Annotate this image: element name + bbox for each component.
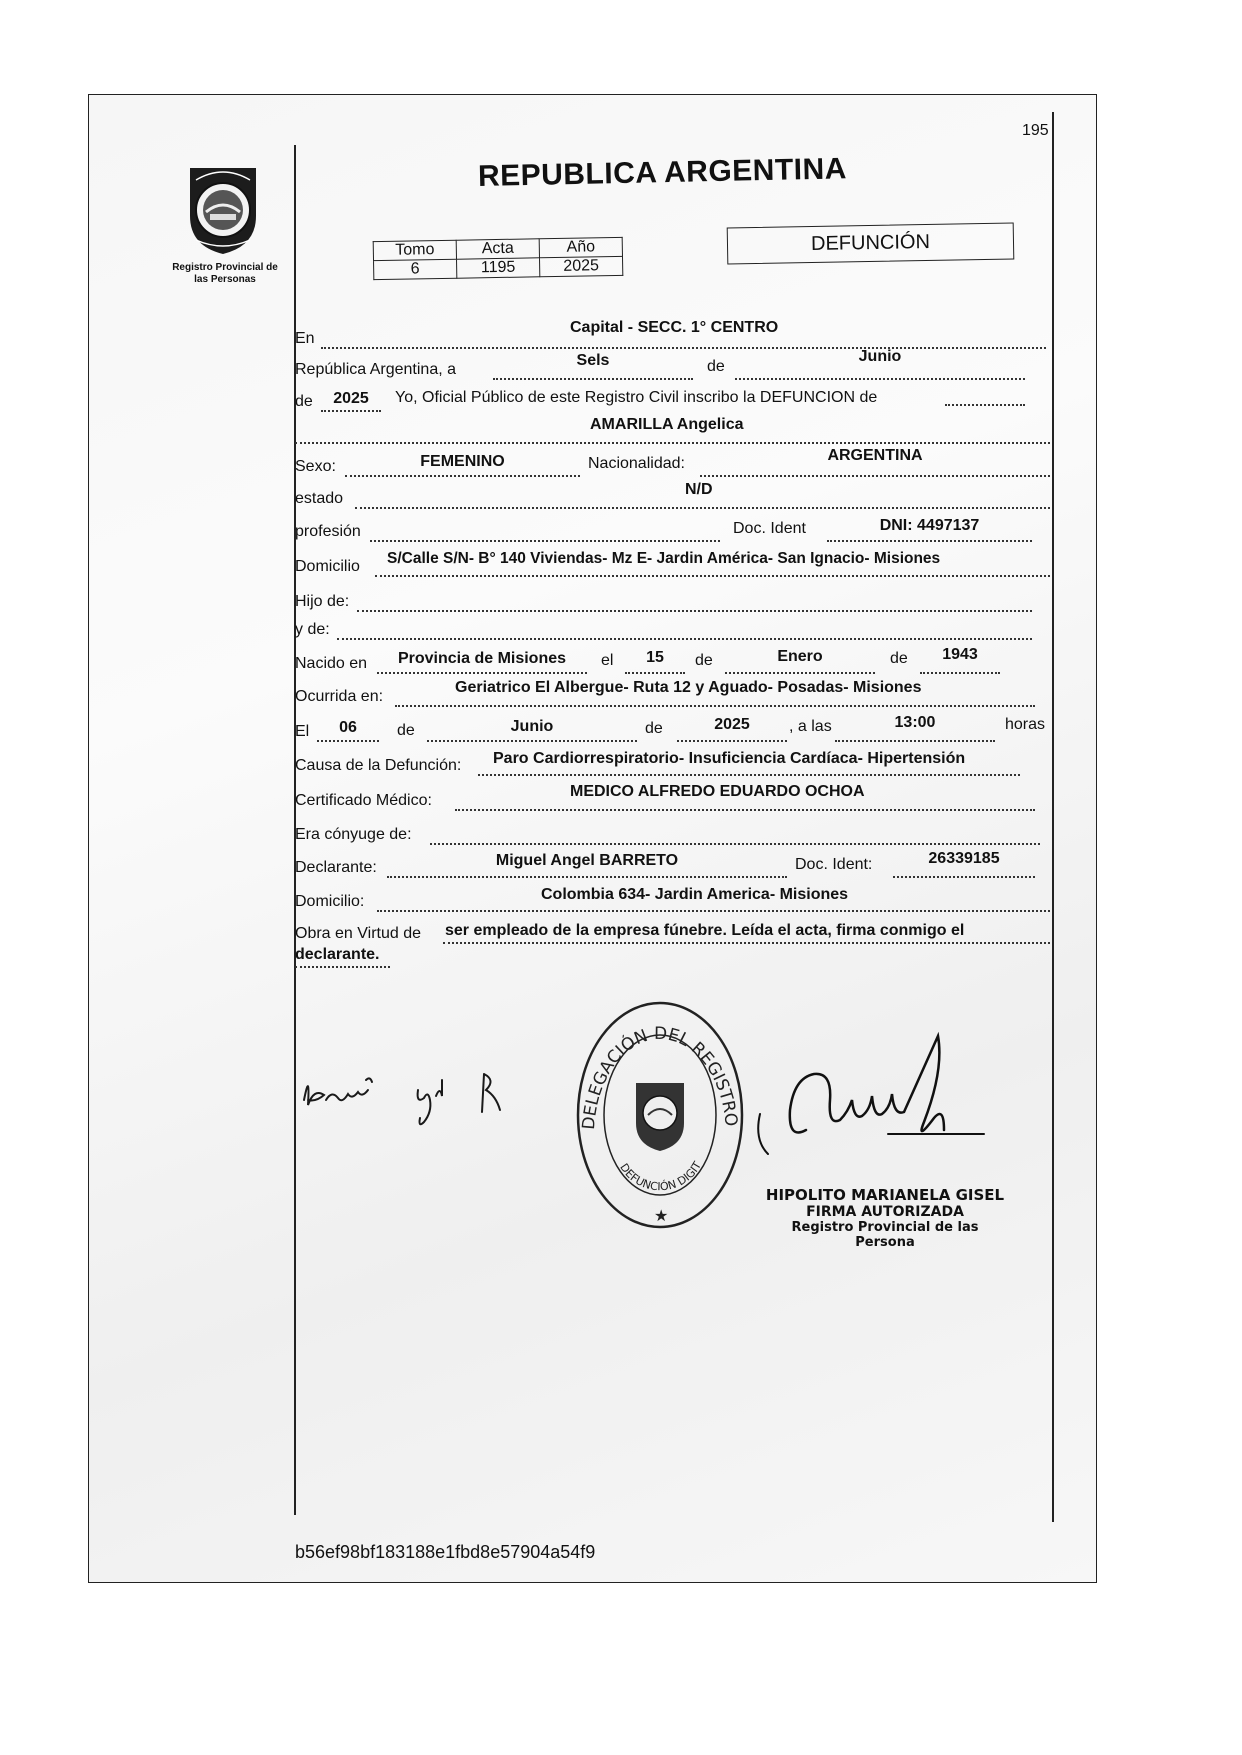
row-domicilio2	[295, 886, 1050, 912]
row-domicilio	[295, 550, 1050, 577]
row-sexo	[295, 447, 1050, 477]
row-nacido	[295, 646, 1050, 674]
death-day: 06	[339, 719, 357, 736]
row-year	[295, 390, 1050, 412]
official-signature	[748, 1030, 998, 1195]
conyuge-line	[430, 823, 1040, 845]
document-hash: b56ef98bf183188e1fbd8e57904a54f9	[295, 1542, 596, 1562]
signature-block	[760, 1186, 1010, 1250]
birth-month: Enero	[777, 648, 823, 665]
registry-stamp	[570, 995, 750, 1240]
ano-header: Año	[539, 237, 622, 257]
doc-label: Doc. Ident	[733, 520, 806, 537]
reference-table	[373, 237, 624, 280]
doc-value: DNI: 4497137	[879, 517, 980, 534]
row-obra	[295, 922, 1050, 944]
en-label: En	[295, 330, 315, 347]
de-death-year-label: de	[645, 720, 663, 737]
row-causa	[295, 750, 1050, 776]
de-birth-label: de	[695, 652, 713, 669]
nacionalidad-label: Nacionalidad:	[588, 455, 685, 472]
de-year-label: de	[295, 393, 313, 410]
de-death-label: de	[397, 722, 415, 739]
profesion-label: profesión	[295, 523, 361, 540]
row-estado	[295, 481, 1050, 509]
stamp-outer-text: DELEGACIÓN DEL REGISTRO	[578, 1023, 741, 1131]
row-yde	[295, 618, 1050, 640]
yde-label: y de:	[295, 621, 330, 638]
ano-value: 2025	[539, 256, 622, 276]
domicilio2-value: Colombia 634- Jardin America- Misiones	[541, 886, 849, 903]
obra-label: Obra en Virtud de	[295, 925, 422, 942]
row-certificado	[295, 783, 1050, 811]
obra-value-2: declarante.	[295, 946, 380, 963]
row-name	[295, 416, 1050, 444]
de-birth-year-label: de	[890, 650, 908, 667]
yde-line	[337, 618, 1032, 640]
certificado-value: MEDICO ALFREDO EDUARDO OCHOA	[570, 783, 865, 800]
doc2-value: 26339185	[928, 850, 1000, 867]
death-year: 2025	[714, 716, 750, 733]
deceased-name: AMARILLA Angelica	[590, 416, 744, 433]
declarante-label: Declarante:	[295, 859, 377, 876]
declarante-value: Miguel Angel BARRETO	[495, 852, 679, 869]
republica-label: República Argentina, a	[295, 361, 456, 378]
row-en	[295, 319, 1050, 349]
acta-header: Acta	[456, 239, 539, 259]
provincial-seal-icon	[180, 160, 266, 256]
sexo-value: FEMENINO	[420, 453, 505, 470]
hijo-line	[357, 590, 1032, 612]
hijo-label: Hijo de:	[295, 593, 350, 610]
horas-label: horas	[1005, 716, 1046, 733]
row-ocurrida	[295, 679, 1050, 707]
el-label: el	[601, 652, 614, 669]
certificado-label: Certificado Médico:	[295, 792, 432, 809]
sexo-label: Sexo:	[295, 458, 336, 475]
birth-year: 1943	[942, 646, 978, 663]
registry-label: Registro Provincial de las Personas	[172, 262, 278, 285]
nacido-value: Provincia de Misiones	[397, 650, 567, 667]
record-type-box: DEFUNCIÓN	[727, 222, 1015, 264]
row-conyuge	[295, 823, 1050, 845]
row-hijo	[295, 590, 1050, 612]
nacido-label: Nacido en	[295, 655, 368, 672]
signer-role: FIRMA AUTORIZADA	[806, 1204, 964, 1220]
doc2-label: Doc. Ident:	[795, 856, 873, 873]
nacionalidad-value: ARGENTINA	[827, 447, 923, 464]
acta-value: 1195	[457, 258, 540, 278]
ocurrida-value: Geriatrico El Albergue- Ruta 12 y Aguado- Posadas- Misiones	[455, 679, 922, 696]
obra-value-1: ser empleado de la empresa fúnebre. Leída el acta, firma conmigo el	[445, 922, 965, 939]
signer-org: Registro Provincial de las Persona	[791, 1220, 979, 1250]
row-republica	[295, 348, 1050, 380]
row-death-date	[295, 714, 1050, 742]
domicilio-value: S/Calle S/N- B° 140 Viviendas- Mz E- Jardin América- San Ignacio- Misiones	[387, 550, 941, 567]
day-value: Sels	[576, 352, 610, 369]
death-month: Junio	[510, 718, 554, 735]
right-margin-line	[1052, 112, 1054, 1522]
domicilio2-label: Domicilio:	[295, 893, 365, 910]
de-label: de	[707, 358, 725, 375]
ocurrida-label: Ocurrida en:	[295, 688, 384, 705]
profesion-line	[370, 520, 720, 542]
en-value: Capital - SECC. 1° CENTRO	[570, 319, 779, 336]
tomo-header: Tomo	[373, 240, 456, 260]
estado-value: N/D	[685, 481, 713, 498]
inscribo-line	[945, 384, 1025, 406]
el2-label: El	[295, 723, 310, 740]
row-declarante	[295, 850, 1050, 878]
svg-text:★: ★	[654, 1206, 669, 1225]
row-obra-2	[295, 946, 1050, 968]
death-time: 13:00	[894, 714, 936, 731]
conyuge-label: Era cónyuge de:	[295, 826, 412, 843]
declarant-signature	[296, 1060, 516, 1140]
inscribo-text: Yo, Oficial Público de este Registro Civil inscribo la DEFUNCION de	[395, 389, 878, 406]
page-title: REPUBLICA ARGENTINA	[477, 152, 848, 193]
estado-label: estado	[295, 490, 344, 507]
row-profesion	[295, 517, 1050, 542]
causa-value: Paro Cardiorrespiratorio- Insuficiencia Cardíaca- Hipertensión	[493, 750, 966, 767]
alas-label: , a las	[789, 718, 832, 735]
year-value: 2025	[333, 390, 369, 407]
birth-day: 15	[646, 649, 664, 666]
signer-name: HIPOLITO MARIANELA GISEL	[765, 1186, 1005, 1204]
stamp-inner-text: DEFUNCIÓN DIGIT	[617, 1160, 704, 1194]
tomo-value: 6	[374, 259, 457, 279]
causa-label: Causa de la Defunción:	[295, 757, 462, 774]
page-number: 195	[1022, 122, 1049, 139]
domicilio-label: Domicilio	[295, 558, 360, 575]
month-value: Junio	[858, 348, 902, 365]
